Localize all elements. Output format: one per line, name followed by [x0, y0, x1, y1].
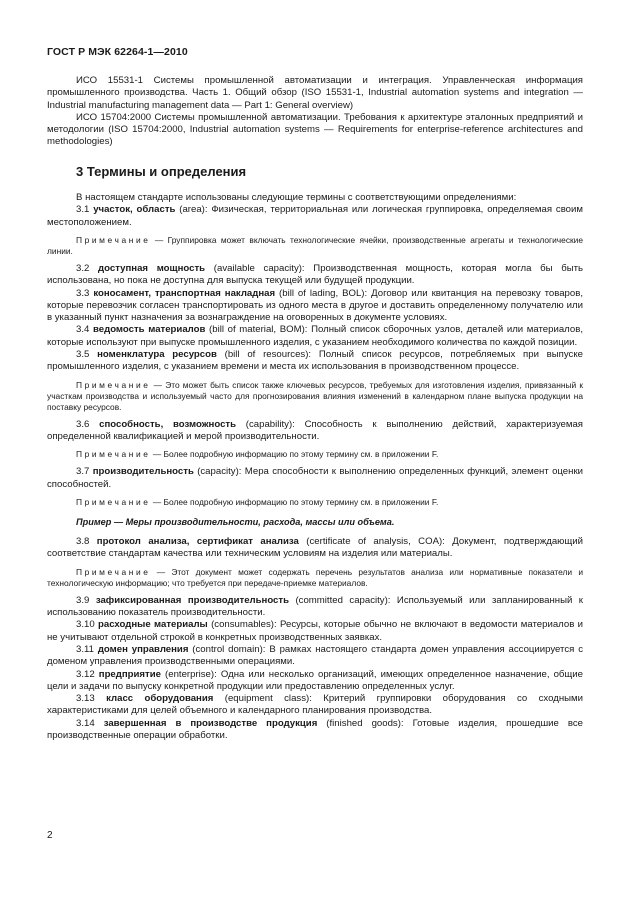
term-name: предприятие [98, 668, 161, 680]
note-3-8 [47, 567, 583, 589]
term-3-8 [47, 536, 583, 561]
term-definition: (area): Физическая, территориальная или логическая группировка, определяемая своим местоположением. [47, 204, 583, 228]
term-3-14 [47, 718, 583, 743]
reference-iso-15704: ИСО 15704:2000 Системы промышленной автоматизации. Требования к архитектуре эталонных предприятий и методологии (ISO 15704:2000, Industrial automation systems — Requirements for enterprise-reference architectures and methodologies) [47, 111, 583, 148]
term-3-1 [47, 204, 583, 229]
page-number: 2 [47, 830, 53, 841]
term-definition: (bill of material, BOM): Полный список сборочных узлов, деталей или материалов, которые используют при выпуске промышленного изделия, с указанием необходимого количества по каждой позиции. [47, 324, 583, 348]
term-3-2 [47, 263, 583, 288]
term-name: коносамент, транспортная накладная [93, 287, 276, 299]
term-number: 3.11 [76, 643, 94, 655]
note-label: Примечание [76, 234, 151, 245]
term-3-5 [47, 349, 583, 374]
term-definition: (control domain): В рамках настоящего стандарта домен управления ассоциируется с доменом управления производственными операциями. [47, 643, 583, 668]
note-3-7 [47, 497, 583, 508]
term-number: 3.3 [76, 287, 90, 299]
term-number: 3.9 [76, 594, 90, 606]
term-name: класс оборудования [106, 693, 214, 705]
term-definition: (finished goods): Готовые изделия, прошедшие все производственные операции обработки. [47, 717, 583, 741]
term-3-4 [47, 324, 583, 349]
term-name: домен управления [97, 643, 189, 655]
term-3-13 [47, 693, 583, 718]
term-definition: (committed capacity): Используемый или запланированный к использованию показатель производительности. [47, 594, 583, 619]
term-definition: (consumables): Ресурсы, которые обычно не включают в ведомости материалов и не учитывают отдельной строкой в конкретных производственных заявках. [47, 619, 583, 643]
example-3-7: Пример — Меры производительности, расхода, массы или объема. [76, 516, 395, 527]
term-name: номенклатура ресурсов [97, 349, 217, 361]
note-label: Примечание [76, 496, 151, 507]
term-number: 3.14 [76, 717, 95, 729]
term-3-10 [47, 619, 583, 644]
note-3-6 [47, 449, 583, 460]
term-definition: (equipment class): Критерий группировки оборудования со сходными характеристиками для целей объемного и календарного планирования производства. [47, 693, 583, 717]
note-label: Примечание [76, 566, 151, 577]
term-name: завершенная в производстве продукция [103, 717, 318, 729]
term-name: участок, область [93, 204, 176, 216]
term-definition: (available capacity): Производственная мощность, которая могла бы быть использована, но пока не доступна для выпуска текущей или будущей продукции. [47, 262, 583, 287]
term-definition: (capacity): Мера способности к выполнению определенных функций, элемент оценки способностей. [47, 466, 583, 490]
term-number: 3.10 [76, 619, 95, 631]
reference-iso-15531: ИСО 15531-1 Системы промышленной автоматизации и интеграция. Управленческая информация промышленного производства. Часть 1. Общий обзор (ISO 15531-1, Industrial automation systems and integration — Industrial manufacturing management data — Part 1: General overview) [47, 75, 583, 111]
term-number: 3.6 [76, 418, 90, 430]
term-name: расходные материалы [98, 619, 208, 631]
term-name: зафиксированная производительность [95, 594, 289, 606]
term-3-12 [47, 669, 583, 694]
term-definition: (bill of resources): Полный список ресурсов, потребляемых при выпуске промышленного изделия, с указанием времени и места их использования в производственном процессе. [47, 349, 583, 373]
term-3-6 [47, 419, 583, 444]
term-name: ведомость материалов [93, 324, 206, 336]
term-3-3 [47, 288, 583, 325]
term-name: производительность [92, 466, 194, 478]
term-definition: (certificate of analysis, COA): Документ, подтверждающий соответствие стандартам качества или техническим условиям на изделия или материалы. [47, 536, 583, 560]
term-name: способность, возможность [99, 418, 237, 430]
term-definition: (bill of lading, BOL): Договор или квитанция на перевозку товаров, которые перевозчик согласен транспортировать из одного места в другое и доставить определенному получателю или в указанный пункт назначения за вознаграждение на оговоренных в документе условиях. [47, 287, 583, 324]
note-3-1 [47, 235, 583, 257]
page-body [47, 75, 583, 742]
term-3-7 [47, 466, 583, 491]
note-label: Примечание [76, 379, 151, 390]
term-definition: (enterprise): Одна или несколько организаций, имеющих определенное назначение, общие цели и задачи по выпуску конкретной продукции или предоставлению определенных услуг. [47, 668, 584, 692]
note-text: — Более подробную информацию по этому термину см. в приложении F. [152, 496, 439, 507]
term-3-11 [47, 644, 583, 669]
term-definition: (capability): Способность к выполнению действий, характеризуемая определенной квалификацией и мерой производительности. [47, 418, 584, 442]
section-intro: В настоящем стандарте использованы следующие термины с соответствующими определениями: [76, 192, 517, 204]
term-number: 3.13 [76, 693, 95, 705]
term-name: доступная мощность [98, 262, 206, 274]
note-text: — Это может быть список также ключевых ресурсов, требуемых для изготовления изделия, привязанный к участкам производства и используемый часто для прогнозирования влияния изменений в календарном плане выпуска продукции на поставку ресурсов. [47, 379, 583, 412]
term-number: 3.2 [76, 262, 90, 274]
term-3-9 [47, 595, 583, 620]
note-text: — Более подробную информацию по этому термину см. в приложении F. [152, 449, 439, 460]
term-number: 3.12 [76, 668, 95, 680]
term-number: 3.7 [76, 466, 90, 478]
term-number: 3.1 [76, 204, 90, 216]
note-label: Примечание [76, 449, 151, 460]
note-3-5 [47, 380, 583, 413]
term-number: 3.8 [76, 536, 90, 548]
term-name: протокол анализа, сертификат анализа [96, 536, 299, 548]
running-header: ГОСТ Р МЭК 62264-1—2010 [47, 46, 188, 58]
note-text: — Этот документ может содержать перечень результатов анализа или нормативные показатели и технологическую информацию; что требуется при передаче-приемке материалов. [47, 566, 584, 588]
term-number: 3.5 [76, 349, 90, 361]
note-text: — Группировка может включать технологические ячейки, производственные агрегаты и технологические линии. [47, 234, 584, 256]
term-number: 3.4 [76, 324, 90, 336]
section-heading: 3 Термины и определения [76, 163, 247, 179]
